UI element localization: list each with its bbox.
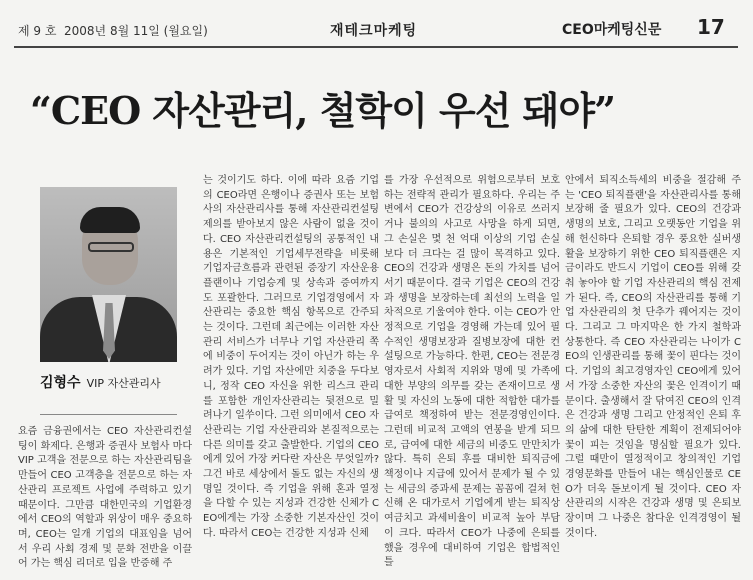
issue-number: 제 9 호 (18, 24, 57, 38)
page-number: 17 (697, 15, 725, 39)
article-column-2 (203, 174, 379, 542)
column-1-text: 요즘 금융권에서는 CEO 자산관리컨설팅이 화제다. 은행과 증권사 보험사 마다 VIP 고객을 전문으로 하는 자산관리팀을 만들어 CEO 고객층을 전문으로 하는 자산관리 프로젝트 사업에 주력하고 있기 때문이다. 그만큼 대한민국의 기업환경에서 CEO의 역할과 위상이 매우 중요하며, CEO는 일개 기업의 대표임을 넘어서 우리 사회 경제 및 문화 전반을 이끌어 가는 핵심 리더로 입을 반증해 주 (18, 426, 192, 570)
header-divider (14, 46, 738, 48)
section-title: 재테크마케팅 (330, 23, 418, 39)
article-column-3 (384, 174, 560, 571)
newspaper-header (0, 0, 753, 50)
author-photo (40, 187, 177, 362)
column-4-text: 안에서 퇴직소득세의 비중을 절감해 주는 'CEO 퇴직플랜'을 자산관리사를 통해 보장해 줄 필요가 있다. CEO의 건강과 생명의 보호, 그리고 오랫동안 기업을 위해 헌신하다 은퇴할 경우 풍요한 실버생활을 보장하기 위한 CEO 퇴직플랜은 지금이라도 반드시 기업이 CEO를 위해 갖춰 놓아야 할 기업 자산관리의 핵심 전제가 된다. 즉, CEO의 자산관리를 통해 기업 자산관리의 첫 단추가 꿰어지는 것이다. 그리고 그 마지막은 한 가지 철학과 상통한다. 즉 CEO 자산관리는 나이가 CEO의 인생관리를 통해 꽃이 핀다는 것이다. 기업의 최고경영자인 CEO에게 있어서 가장 소중한 자산의 꽃은 인격이기 때문이다. 출생해서 잘 닦여진 CEO의 인격은 건강과 생명 그리고 안정적인 은퇴 후의 삶에 대한 탄탄한 계획이 전제되어야 꽃이 피는 것임을 명심할 필요가 있다. 그럴 때만이 열정적이고 창의적인 기업경영문화를 만들어 내는 핵심인물로 CEO가 더욱 돋보이게 될 것이다. CEO 자산관리의 시작은 건강과 생명 및 은퇴보장이며 그 나중은 참다운 인격경영이 될 것이다. (565, 175, 741, 539)
article-column-1 (18, 425, 192, 572)
photo-hair (80, 207, 140, 233)
newspaper-name: CEO마케팅신문 (562, 22, 662, 38)
column-2-text: 는 것이기도 하다. 이에 따라 요즘 기업의 CEO라면 은행이나 증권사 또는 보험사의 자산관리사를 통해 자산관리컨설팅 제의를 받아보지 않은 사람이 없을 것이다. CEO 자산관리컨설팅의 공통적인 내용은 기본적인 기업세무전략을 비롯해 기업자금흐름과 관련된 증장기 자산운용플랜이나 기업승계 및 상속과 증여까지도 포괄한다. 그러므로 기업경영에서 자산관리는 중요한 핵심 항목으로 간주되는 것이다. 그런데 최근에는 이러한 자산관리 서비스가 너무나 기업 자산관리 쪽에 비중이 두어지는 것이 아닌가 하는 우려가 있다. 기업 자산에만 치중을 두다보니, 정작 CEO 자신을 위한 리스크 관리를 포함한 개인자산관리는 뒷전으로 밀려나기 일쑤이다. 그런 의미에서 CEO 자산관리는 기업 자산관리와 본질적으로는 다른 의미를 갖고 출발한다. 기업의 CEO에게 있어 가장 커다란 자산은 무엇일까? 그건 바로 세상에서 돌도 없는 자신의 생명일 것이다. 즉 기업을 위해 혼과 열정을 다할 수 있는 지성과 건강한 신체가 CEO에게는 가장 소중한 기본자산인 것이다. 따라서 CEO는 건강한 지성과 신체 (203, 175, 379, 539)
issue-date: 2008년 8월 11일 (월요일) (64, 24, 208, 38)
photo-caption (40, 372, 180, 392)
caption-divider (40, 414, 177, 415)
article-column-4 (565, 174, 741, 542)
author-name: 김형수 (40, 375, 81, 391)
author-title: VIP 자산관리사 (86, 377, 161, 390)
photo-glasses (88, 242, 134, 252)
column-3-text: 를 가장 우선적으로 위험으로부터 보호하는 전략적 관리가 필요하다. 우리는 주변에서 CEO가 건강상의 이유로 쓰러지거나 불의의 사고로 사망을 하게 되면, 그 손실은 몇 천 억대 이상의 기업 손실보다 더 크다는 걸 많이 목격하고 있다. CEO의 건강과 생명은 돈의 가치를 넘어서기 때문이다. 결국 기업은 CEO의 건강과 생명을 보장하는데 최선의 노력을 일차적으로 기울여야 한다. 이는 CEO가 안정적으로 기업을 경영해 가는데 있어 필수적인 생명보장과 질병보장에 대한 컨설팅으로 가능하다. 한편, CEO는 전문경영자로서 사회적 지위와 명예 및 가족에 대한 부양의 의무를 갖는 존재이므로 생활 및 자신의 노동에 대한 적합한 대가를 급여로 책정하여 받는 전문경영인이다. 그런데 비교적 고액의 연봉을 받게 되므로, 급여에 대한 세금의 비중도 만만치가 않다. 특히 은퇴 후를 대비한 퇴직금에 책정이나 지급에 있어서 문제가 될 수 있는 세금의 증과세 문제는 꼼꼼에 걸쳐 헌신해 온 대가로서 기업에게 받는 퇴직상여금치고 과세비율이 비교적 높아 부담이 크다. 따라서 CEO가 나중에 은퇴를 했을 경우에 대비하여 기업은 합법적인 틀 (384, 175, 560, 569)
article-headline: “CEO 자산관리, 철학이 우선 돼야” (30, 88, 615, 133)
